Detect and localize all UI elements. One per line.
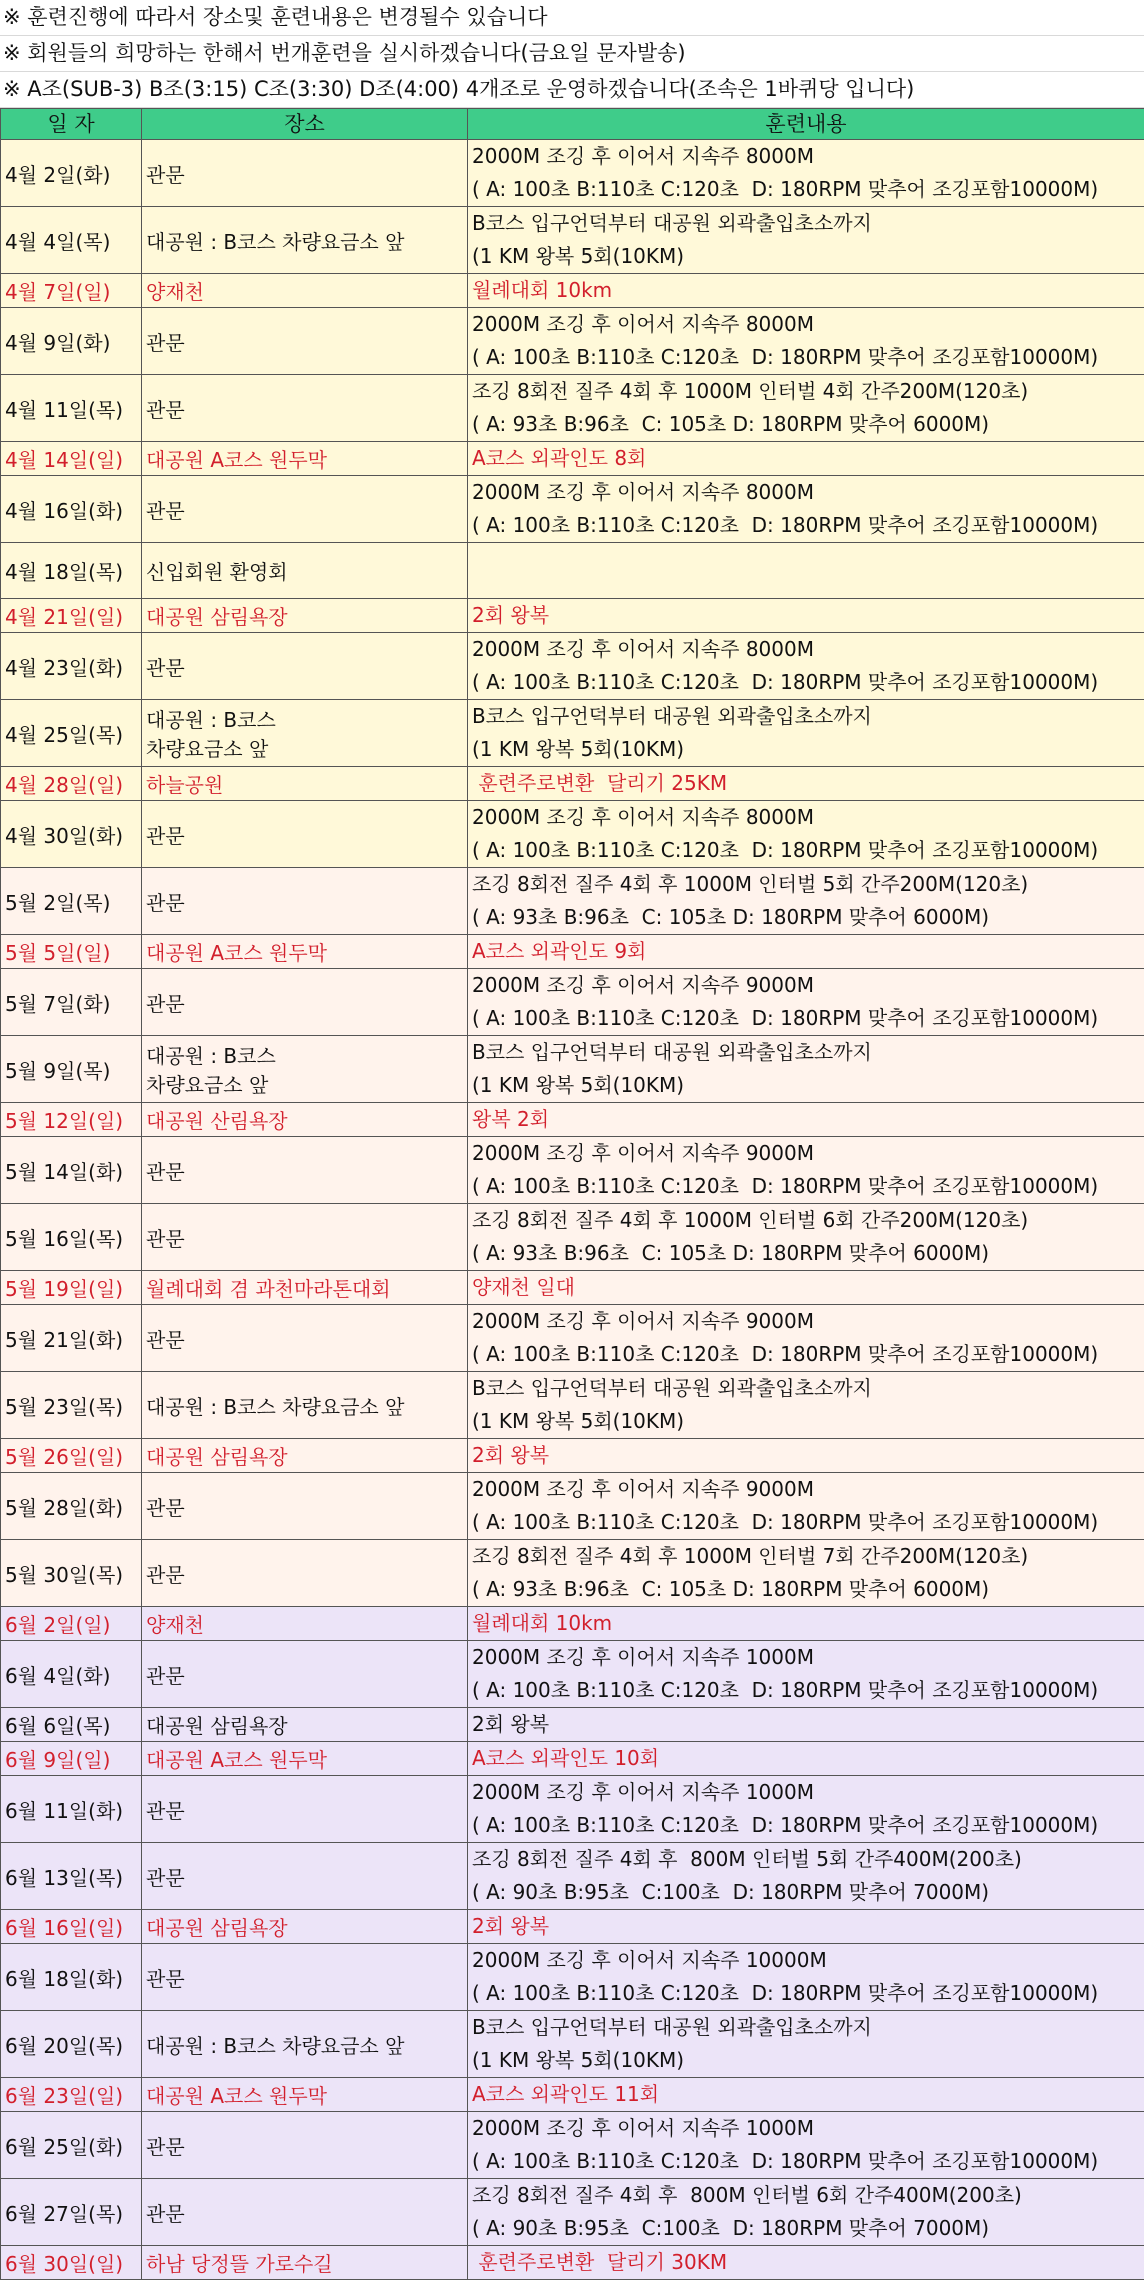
content-line-2: ( A: 100초 B:110초 C:120초 D: 180RPM 맞추어 조깅포함10000M): [472, 1510, 1099, 1534]
table-row: [1, 207, 1144, 274]
cell-date: 4월 4일(목): [1, 207, 142, 274]
cell-content: [468, 1910, 1144, 1944]
cell-place: [142, 1036, 468, 1103]
cell-content: [468, 1776, 1144, 1843]
cell-date: 6월 20일(목): [1, 2011, 142, 2078]
content-line-2: ( A: 100초 B:110초 C:120초 D: 180RPM 맞추어 조깅포함10000M): [472, 1174, 1099, 1198]
content-line-1: 2000M 조깅 후 이어서 지속주 9000M: [472, 1309, 814, 1333]
content-line-1: 2000M 조깅 후 이어서 지속주 1000M: [472, 1645, 814, 1669]
content-line-1: 2000M 조깅 후 이어서 지속주 1000M: [472, 2116, 814, 2140]
table-row: [1, 543, 1144, 599]
cell-content: [468, 633, 1144, 700]
content-line-1: A코스 외곽인도 8회: [472, 446, 647, 470]
content-line-1: 조깅 8회전 질주 4회 후 1000M 인터벌 6회 간주200M(120초): [472, 1208, 1029, 1232]
cell-date: 5월 2일(목): [1, 868, 142, 935]
cell-date: 4월 9일(화): [1, 308, 142, 375]
table-row: [1, 1036, 1144, 1103]
cell-content: [468, 969, 1144, 1036]
cell-date: 5월 7일(화): [1, 969, 142, 1036]
cell-place: 관문: [142, 1540, 468, 1607]
table-header: [1, 109, 1144, 140]
cell-place: 대공원 삼림욕장: [142, 1439, 468, 1473]
cell-date: 5월 19일(일): [1, 1271, 142, 1305]
cell-content: [468, 1137, 1144, 1204]
table-row: [1, 969, 1144, 1036]
cell-place: 관문: [142, 2112, 468, 2179]
content-line-1: 조깅 8회전 질주 4회 후 1000M 인터벌 7회 간주200M(120초): [472, 1544, 1029, 1568]
table-row: [1, 1843, 1144, 1910]
cell-date: 4월 28일(일): [1, 767, 142, 801]
table-row: [1, 1439, 1144, 1473]
cell-content: [468, 1843, 1144, 1910]
content-line-2: (1 KM 왕복 5회(10KM): [472, 2048, 685, 2072]
content-line-2: ( A: 93초 B:96초 C: 105초 D: 180RPM 맞추어 6000M): [472, 905, 990, 929]
cell-content: [468, 801, 1144, 868]
table-row: [1, 308, 1144, 375]
cell-content: [468, 868, 1144, 935]
cell-date: 6월 13일(목): [1, 1843, 142, 1910]
cell-place: 관문: [142, 1473, 468, 1540]
cell-content: [468, 1641, 1144, 1708]
content-line-1: 2회 왕복: [472, 603, 550, 627]
header-place: 장소: [142, 109, 468, 140]
cell-date: 6월 2일(일): [1, 1607, 142, 1641]
content-line-2: (1 KM 왕복 5회(10KM): [472, 244, 685, 268]
cell-content: [468, 2179, 1144, 2246]
cell-place: 관문: [142, 1944, 468, 2011]
table-row: [1, 935, 1144, 969]
cell-date: 4월 25일(목): [1, 700, 142, 767]
table-row: [1, 599, 1144, 633]
content-line-1: 2000M 조깅 후 이어서 지속주 8000M: [472, 312, 814, 336]
content-line-1: B코스 입구언덕부터 대공원 외곽출입초소까지: [472, 1040, 872, 1064]
cell-date: 5월 12일(일): [1, 1103, 142, 1137]
content-line-2: ( A: 100초 B:110초 C:120초 D: 180RPM 맞추어 조깅포함10000M): [472, 177, 1099, 201]
content-line-1: 조깅 8회전 질주 4회 후 1000M 인터벌 5회 간주200M(120초): [472, 872, 1029, 896]
content-line-2: ( A: 93초 B:96초 C: 105초 D: 180RPM 맞추어 6000M): [472, 1577, 990, 1601]
cell-place: 하남 당정뜰 가로수길: [142, 2246, 468, 2280]
cell-date: 5월 28일(화): [1, 1473, 142, 1540]
cell-date: 6월 25일(화): [1, 2112, 142, 2179]
content-line-1: 월례대회 10km: [472, 1611, 613, 1635]
cell-place: 양재천: [142, 1607, 468, 1641]
table-row: [1, 2078, 1144, 2112]
note-2: ※ 회원들의 희망하는 한해서 번개훈련을 실시하겠습니다(금요일 문자발송): [0, 36, 1144, 72]
content-line-1: B코스 입구언덕부터 대공원 외곽출입초소까지: [472, 2015, 872, 2039]
content-line-1: 2000M 조깅 후 이어서 지속주 8000M: [472, 144, 814, 168]
cell-content: [468, 2078, 1144, 2112]
cell-place: 대공원 삼림욕장: [142, 1708, 468, 1742]
content-line-1: 2000M 조깅 후 이어서 지속주 1000M: [472, 1780, 814, 1804]
content-line-1: 2000M 조깅 후 이어서 지속주 8000M: [472, 637, 814, 661]
table-row: [1, 1204, 1144, 1271]
cell-date: 5월 21일(화): [1, 1305, 142, 1372]
cell-content: [468, 935, 1144, 969]
table-row: [1, 1776, 1144, 1843]
cell-place: 대공원 삼림욕장: [142, 1910, 468, 1944]
training-table: [0, 108, 1144, 2280]
cell-place: 대공원 삼림욕장: [142, 599, 468, 633]
cell-date: 6월 27일(목): [1, 2179, 142, 2246]
cell-place: 대공원 A코스 원두막: [142, 2078, 468, 2112]
cell-place: 신입회원 환영회: [142, 543, 468, 599]
content-line-1: 2000M 조깅 후 이어서 지속주 9000M: [472, 1477, 814, 1501]
cell-place: 대공원 A코스 원두막: [142, 1742, 468, 1776]
content-line-2: ( A: 100초 B:110초 C:120초 D: 180RPM 맞추어 조깅포함10000M): [472, 1813, 1099, 1837]
cell-content: [468, 543, 1144, 599]
cell-date: 4월 18일(목): [1, 543, 142, 599]
cell-content: [468, 2112, 1144, 2179]
cell-content: [468, 2246, 1144, 2280]
table-row: [1, 1641, 1144, 1708]
cell-place: 관문: [142, 1305, 468, 1372]
content-line-2: ( A: 100초 B:110초 C:120초 D: 180RPM 맞추어 조깅포함10000M): [472, 1006, 1099, 1030]
table-row: [1, 801, 1144, 868]
cell-content: [468, 1742, 1144, 1776]
content-line-2: ( A: 100초 B:110초 C:120초 D: 180RPM 맞추어 조깅포함10000M): [472, 1342, 1099, 1366]
cell-content: [468, 700, 1144, 767]
table-row: [1, 1540, 1144, 1607]
table-row: [1, 1271, 1144, 1305]
table-row: [1, 868, 1144, 935]
content-line-1: 조깅 8회전 질주 4회 후 1000M 인터벌 4회 간주200M(120초): [472, 379, 1029, 403]
cell-content: [468, 767, 1144, 801]
cell-date: 4월 7일(일): [1, 274, 142, 308]
cell-place: 대공원 A코스 원두막: [142, 442, 468, 476]
table-row: [1, 442, 1144, 476]
table-row: [1, 633, 1144, 700]
table-row: [1, 1742, 1144, 1776]
cell-content: [468, 2011, 1144, 2078]
cell-content: [468, 1473, 1144, 1540]
table-row: [1, 1944, 1144, 2011]
content-line-1: 2000M 조깅 후 이어서 지속주 9000M: [472, 973, 814, 997]
cell-place: 하늘공원: [142, 767, 468, 801]
content-line-1: B코스 입구언덕부터 대공원 외곽출입초소까지: [472, 211, 872, 235]
content-line-2: ( A: 100초 B:110초 C:120초 D: 180RPM 맞추어 조깅포함10000M): [472, 1981, 1099, 2005]
cell-place: 대공원 산림욕장: [142, 1103, 468, 1137]
cell-content: [468, 274, 1144, 308]
cell-place: 대공원 A코스 원두막: [142, 935, 468, 969]
content-line-2: (1 KM 왕복 5회(10KM): [472, 737, 685, 761]
content-line-1: 양재천 일대: [472, 1275, 575, 1299]
cell-date: 4월 2일(화): [1, 140, 142, 207]
table-row: [1, 1910, 1144, 1944]
content-line-2: (1 KM 왕복 5회(10KM): [472, 1409, 685, 1433]
content-line-1: 2000M 조깅 후 이어서 지속주 10000M: [472, 1948, 827, 1972]
header-content: 훈련내용: [468, 109, 1144, 140]
cell-content: [468, 1305, 1144, 1372]
content-line-1: A코스 외곽인도 11회: [472, 2082, 660, 2106]
content-line-2: ( A: 90초 B:95초 C:100초 D: 180RPM 맞추어 7000M): [472, 1880, 990, 1904]
cell-place: [142, 700, 468, 767]
content-line-2: ( A: 93초 B:96초 C: 105초 D: 180RPM 맞추어 6000M): [472, 1241, 990, 1265]
content-line-1: 훈련주로변환 달리기 25KM: [472, 771, 728, 795]
content-line-1: 2000M 조깅 후 이어서 지속주 8000M: [472, 480, 814, 504]
header-date: 일 자: [1, 109, 142, 140]
cell-date: 6월 30일(일): [1, 2246, 142, 2280]
content-line-2: ( A: 100초 B:110초 C:120초 D: 180RPM 맞추어 조깅포함10000M): [472, 670, 1099, 694]
cell-date: 4월 14일(일): [1, 442, 142, 476]
content-line-1: 월례대회 10km: [472, 278, 613, 302]
cell-place: 대공원 : B코스 차량요금소 앞: [142, 207, 468, 274]
cell-content: [468, 1204, 1144, 1271]
cell-content: [468, 1708, 1144, 1742]
table-row: [1, 476, 1144, 543]
cell-date: 6월 11일(화): [1, 1776, 142, 1843]
cell-date: 5월 26일(일): [1, 1439, 142, 1473]
table-row: [1, 1708, 1144, 1742]
content-line-1: 조깅 8회전 질주 4회 후 800M 인터벌 6회 간주400M(200초): [472, 2183, 1022, 2207]
cell-date: 6월 4일(화): [1, 1641, 142, 1708]
cell-place: 대공원 : B코스 차량요금소 앞: [142, 1372, 468, 1439]
cell-place: 대공원 : B코스 차량요금소 앞: [142, 2011, 468, 2078]
content-line-2: (1 KM 왕복 5회(10KM): [472, 1073, 685, 1097]
cell-content: [468, 1372, 1144, 1439]
content-line-2: ( A: 100초 B:110초 C:120초 D: 180RPM 맞추어 조깅포함10000M): [472, 2149, 1099, 2173]
place-line-1: 대공원 : B코스: [146, 1044, 276, 1068]
cell-date: 6월 16일(일): [1, 1910, 142, 1944]
content-line-1: B코스 입구언덕부터 대공원 외곽출입초소까지: [472, 704, 872, 728]
cell-place: 관문: [142, 1776, 468, 1843]
cell-date: 6월 18일(화): [1, 1944, 142, 2011]
cell-date: 5월 5일(일): [1, 935, 142, 969]
cell-content: [468, 442, 1144, 476]
cell-content: [468, 476, 1144, 543]
table-row: [1, 274, 1144, 308]
cell-place: 관문: [142, 308, 468, 375]
cell-content: [468, 140, 1144, 207]
place-line-1: 대공원 : B코스: [146, 708, 276, 732]
cell-place: 관문: [142, 801, 468, 868]
table-row: [1, 1305, 1144, 1372]
cell-content: [468, 599, 1144, 633]
cell-date: 6월 23일(일): [1, 2078, 142, 2112]
content-line-2: ( A: 100초 B:110초 C:120초 D: 180RPM 맞추어 조깅포함10000M): [472, 513, 1099, 537]
cell-content: [468, 1036, 1144, 1103]
content-line-1: 2000M 조깅 후 이어서 지속주 8000M: [472, 805, 814, 829]
table-row: [1, 2246, 1144, 2280]
cell-content: [468, 1944, 1144, 2011]
cell-date: 4월 30일(화): [1, 801, 142, 868]
cell-date: 5월 30일(목): [1, 1540, 142, 1607]
cell-place: 관문: [142, 1204, 468, 1271]
content-line-1: 2회 왕복: [472, 1443, 550, 1467]
table-row: [1, 140, 1144, 207]
table-row: [1, 2112, 1144, 2179]
cell-content: [468, 1103, 1144, 1137]
content-line-2: ( A: 100초 B:110초 C:120초 D: 180RPM 맞추어 조깅포함10000M): [472, 838, 1099, 862]
place-line-2: 차량요금소 앞: [146, 1073, 269, 1097]
cell-place: 관문: [142, 868, 468, 935]
content-line-1: 왕복 2회: [472, 1107, 550, 1131]
cell-date: 4월 23일(화): [1, 633, 142, 700]
cell-content: [468, 1607, 1144, 1641]
content-line-1: A코스 외곽인도 10회: [472, 1746, 660, 1770]
cell-date: 4월 21일(일): [1, 599, 142, 633]
cell-content: [468, 375, 1144, 442]
cell-date: 5월 23일(목): [1, 1372, 142, 1439]
content-line-1: 2회 왕복: [472, 1712, 550, 1736]
cell-place: 관문: [142, 476, 468, 543]
table-row: [1, 1607, 1144, 1641]
table-row: [1, 2011, 1144, 2078]
cell-date: 5월 16일(목): [1, 1204, 142, 1271]
cell-date: 5월 14일(화): [1, 1137, 142, 1204]
content-line-1: B코스 입구언덕부터 대공원 외곽출입초소까지: [472, 1376, 872, 1400]
content-line-2: ( A: 100초 B:110초 C:120초 D: 180RPM 맞추어 조깅포함10000M): [472, 345, 1099, 369]
cell-content: [468, 308, 1144, 375]
content-line-2: ( A: 93초 B:96초 C: 105초 D: 180RPM 맞추어 6000M): [472, 412, 990, 436]
cell-place: 관문: [142, 1137, 468, 1204]
content-line-1: 훈련주로변환 달리기 30KM: [472, 2250, 728, 2274]
cell-place: 관문: [142, 1641, 468, 1708]
table-row: [1, 1103, 1144, 1137]
cell-place: 양재천: [142, 274, 468, 308]
table-row: [1, 1473, 1144, 1540]
cell-content: [468, 207, 1144, 274]
content-line-1: A코스 외곽인도 9회: [472, 939, 647, 963]
cell-date: 6월 6일(목): [1, 1708, 142, 1742]
table-row: [1, 1372, 1144, 1439]
cell-date: 6월 9일(일): [1, 1742, 142, 1776]
note-1: ※ 훈련진행에 따라서 장소및 훈련내용은 변경될수 있습니다: [0, 0, 1144, 36]
note-3: ※ A조(SUB-3) B조(3:15) C조(3:30) D조(4:00) 4개조로 운영하겠습니다(조속은 1바퀴당 입니다): [0, 72, 1144, 108]
cell-place: 관문: [142, 140, 468, 207]
cell-date: 4월 16일(화): [1, 476, 142, 543]
cell-date: 4월 11일(목): [1, 375, 142, 442]
table-row: [1, 700, 1144, 767]
content-line-1: 조깅 8회전 질주 4회 후 800M 인터벌 5회 간주400M(200초): [472, 1847, 1022, 1871]
cell-content: [468, 1439, 1144, 1473]
cell-place: 관문: [142, 1843, 468, 1910]
cell-content: [468, 1540, 1144, 1607]
cell-place: 관문: [142, 633, 468, 700]
content-line-1: 2회 왕복: [472, 1914, 550, 1938]
table-row: [1, 2179, 1144, 2246]
table-row: [1, 1137, 1144, 1204]
cell-place: 관문: [142, 969, 468, 1036]
cell-place: 관문: [142, 375, 468, 442]
cell-date: 5월 9일(목): [1, 1036, 142, 1103]
content-line-1: 2000M 조깅 후 이어서 지속주 9000M: [472, 1141, 814, 1165]
content-line-2: ( A: 90초 B:95초 C:100초 D: 180RPM 맞추어 7000M): [472, 2216, 990, 2240]
content-line-2: ( A: 100초 B:110초 C:120초 D: 180RPM 맞추어 조깅포함10000M): [472, 1678, 1099, 1702]
place-line-2: 차량요금소 앞: [146, 737, 269, 761]
cell-content: [468, 1271, 1144, 1305]
table-row: [1, 767, 1144, 801]
cell-place: 관문: [142, 2179, 468, 2246]
table-row: [1, 375, 1144, 442]
cell-place: 월례대회 겸 과천마라톤대회: [142, 1271, 468, 1305]
